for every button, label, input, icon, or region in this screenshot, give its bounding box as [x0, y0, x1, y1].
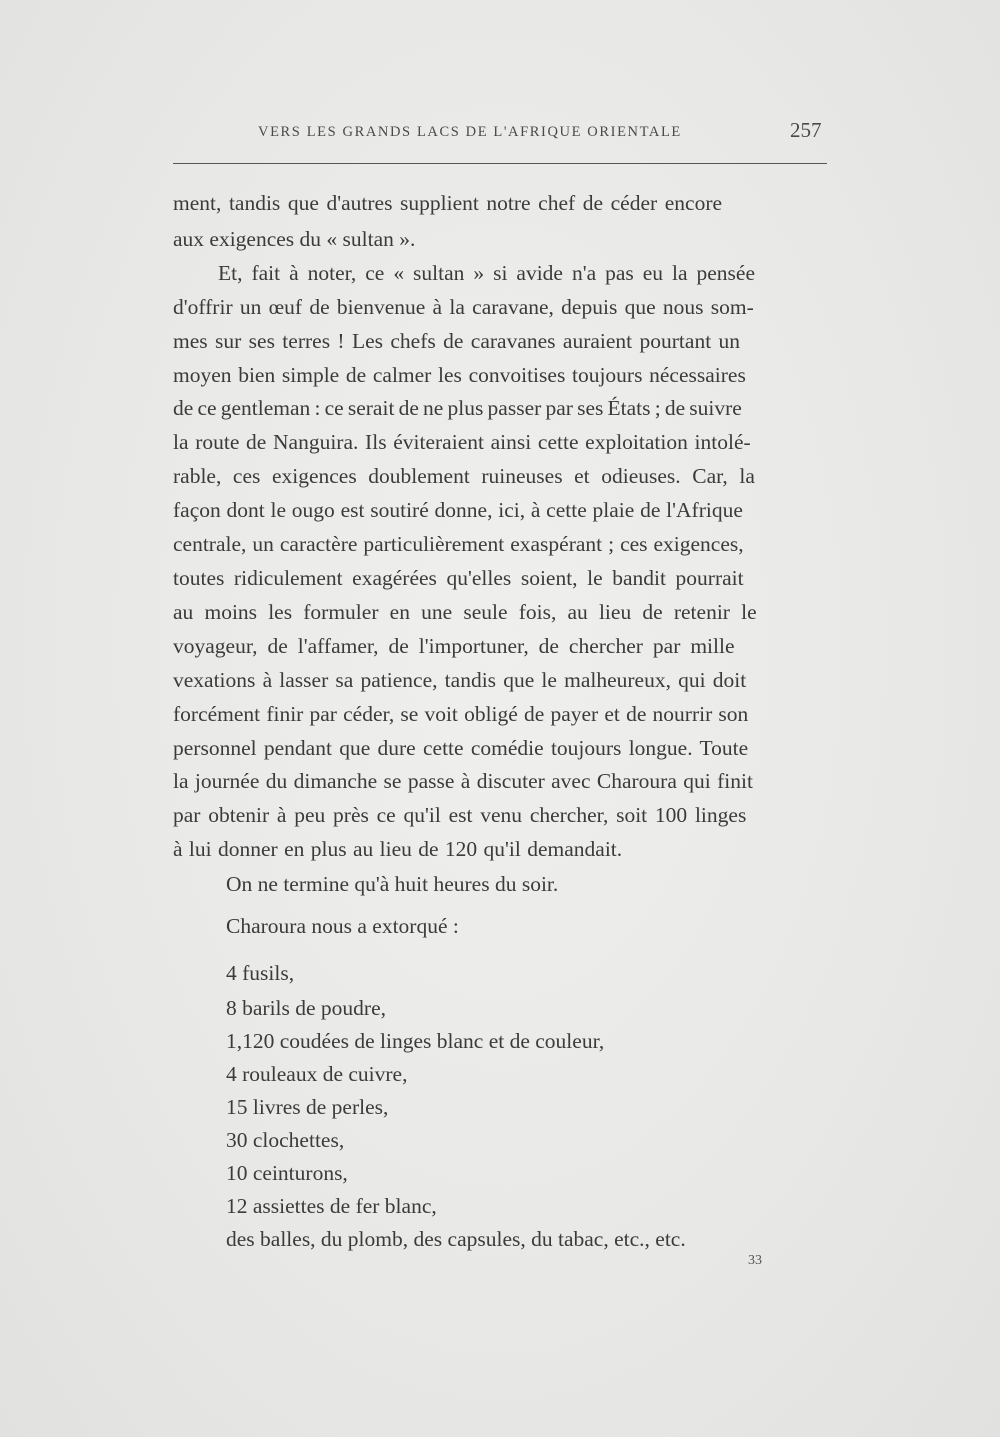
list-item: des balles, du plomb, des capsules, du tabac, etc., etc.: [226, 1227, 686, 1251]
body-line: rable, ces exigences doublement ruineuses et odieuses. Car, la: [173, 464, 755, 488]
body-line: aux exigences du « sultan ».: [173, 227, 416, 251]
body-line: façon dont le ougo est soutiré donne, ici, à cette plaie de l'Afrique: [173, 498, 743, 522]
body-line: On ne termine qu'à huit heures du soir.: [226, 872, 559, 896]
body-line: vexations à lasser sa patience, tandis que le malheureux, qui doit: [173, 668, 747, 692]
signature-mark: 33: [748, 1253, 762, 1268]
body-line: par obtenir à peu près ce qu'il est venu chercher, soit 100 linges: [173, 803, 747, 827]
body-line: toutes ridiculement exagérées qu'elles soient, le bandit pourrait: [173, 566, 744, 590]
body-line: moyen bien simple de calmer les convoitises toujours nécessaires: [173, 363, 746, 387]
list-item: 15 livres de perles,: [226, 1095, 389, 1119]
list-item: 4 fusils,: [226, 961, 295, 985]
list-item: 10 ceinturons,: [226, 1161, 348, 1185]
body-line: d'offrir un œuf de bienvenue à la caravane, depuis que nous som-: [173, 295, 754, 319]
body-line: ment, tandis que d'autres supplient notre chef de céder encore: [173, 191, 723, 215]
body-line: au moins les formuler en une seule fois, au lieu de retenir le: [173, 600, 757, 624]
list-item: 8 barils de poudre,: [226, 996, 387, 1020]
list-item: 12 assiettes de fer blanc,: [226, 1194, 437, 1218]
body-line: personnel pendant que dure cette comédie toujours longue. Toute: [173, 736, 749, 760]
body-line: centrale, un caractère particulièrement exaspérant ; ces exigences,: [173, 532, 744, 556]
page-number: 257: [790, 118, 822, 142]
body-line: la route de Nanguira. Ils éviteraient ainsi cette exploitation intolé-: [173, 430, 751, 454]
body-line: Charoura nous a extorqué :: [226, 914, 459, 938]
body-line: Et, fait à noter, ce « sultan » si avide n'a pas eu la pensée: [218, 261, 755, 285]
body-line: à lui donner en plus au lieu de 120 qu'il demandait.: [173, 837, 623, 861]
list-item: 1,120 coudées de linges blanc et de couleur,: [226, 1029, 605, 1053]
body-line: de ce gentleman : ce serait de ne plus passer par ses États ; de suivre: [173, 396, 742, 420]
body-line: mes sur ses terres ! Les chefs de caravanes auraient pourtant un: [173, 329, 741, 353]
body-line: la journée du dimanche se passe à discuter avec Charoura qui finit: [173, 769, 753, 793]
body-line: voyageur, de l'affamer, de l'importuner, de chercher par mille: [173, 634, 735, 658]
header-rule: [173, 163, 827, 164]
list-item: 30 clochettes,: [226, 1128, 345, 1152]
running-head: VERS LES GRANDS LACS DE L'AFRIQUE ORIENTALE: [258, 124, 682, 140]
list-item: 4 rouleaux de cuivre,: [226, 1062, 408, 1086]
body-line: forcément finir par céder, se voit obligé de payer et de nourrir son: [173, 702, 749, 726]
